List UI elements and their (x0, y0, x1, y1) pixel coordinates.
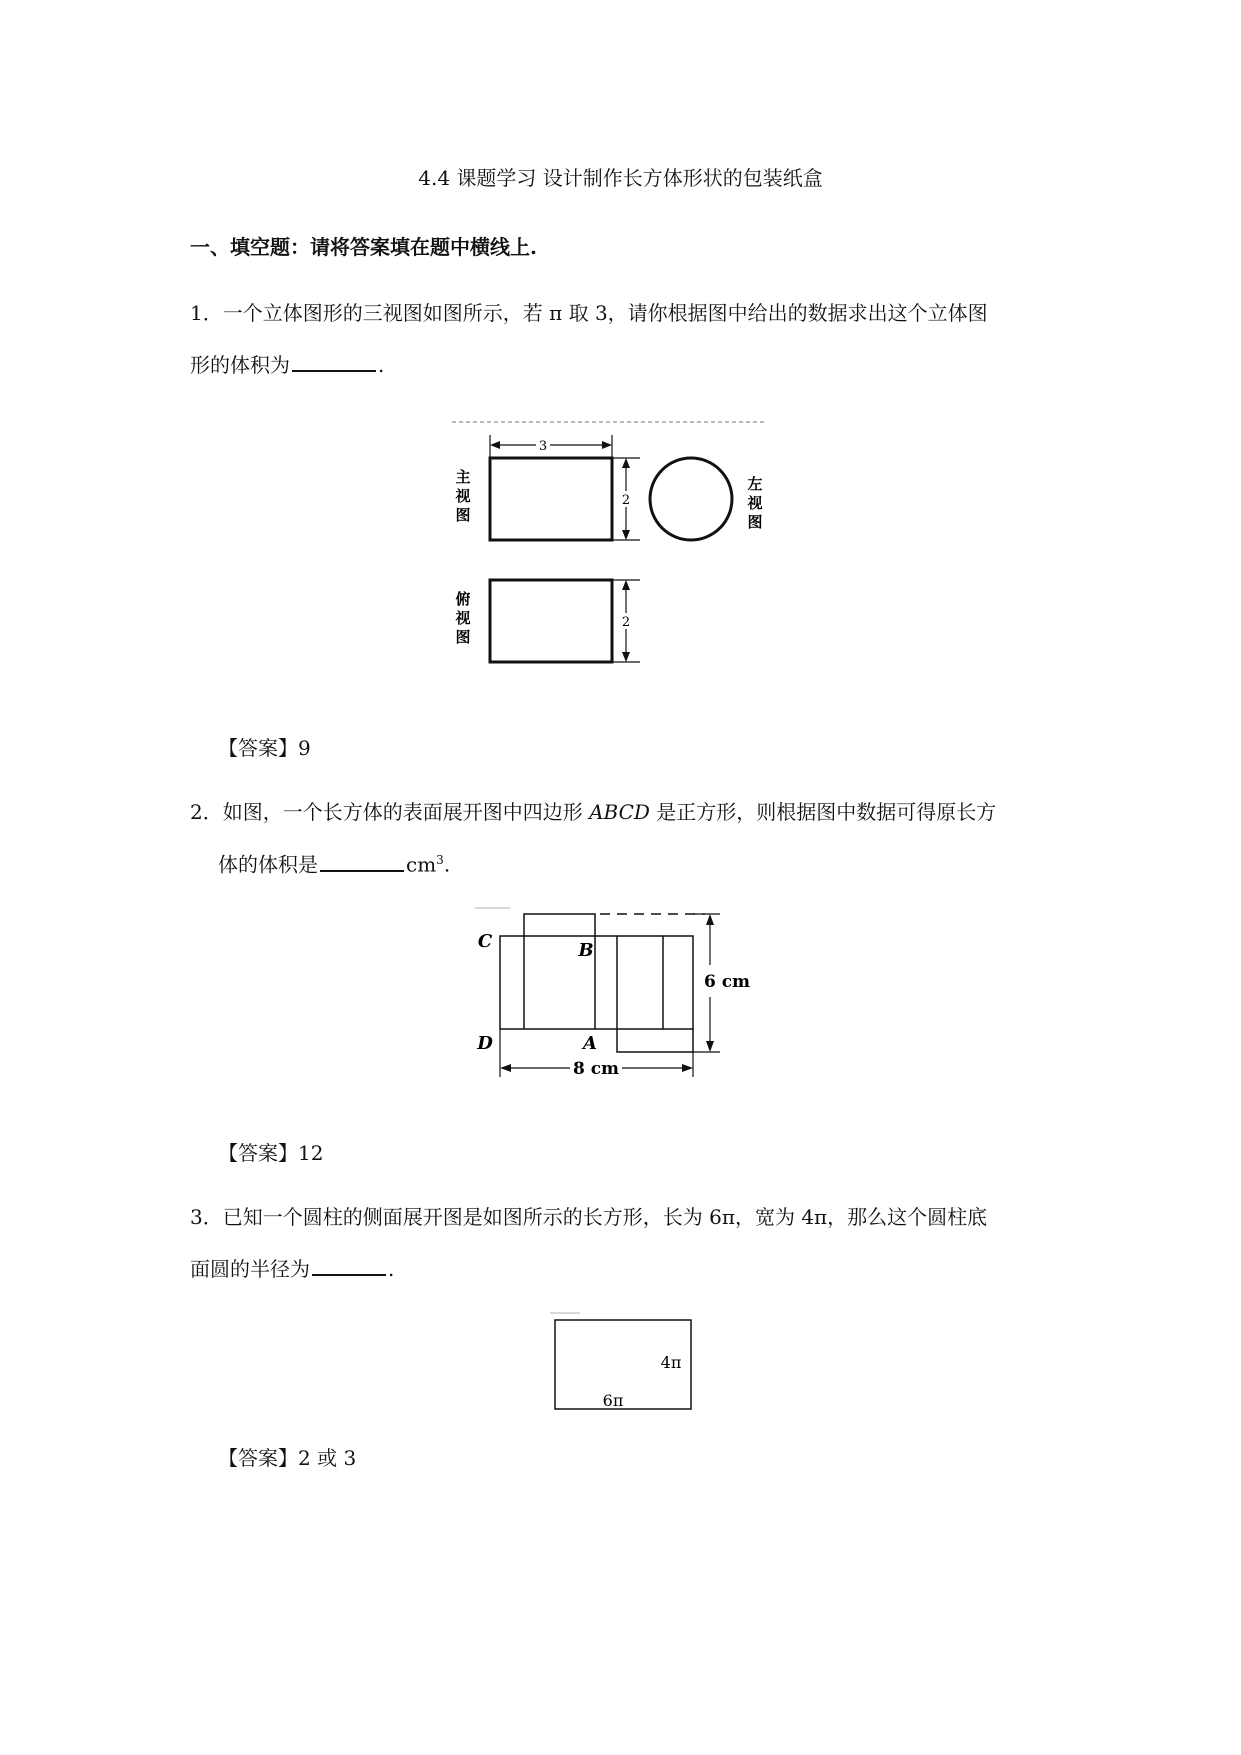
top-view-rect (490, 580, 612, 662)
answer-1-value: 9 (298, 736, 311, 760)
arrow8-left (500, 1064, 511, 1072)
cylinder-net-figure (545, 1310, 705, 1420)
arrow2-up (622, 580, 630, 590)
answer-2 (218, 1137, 323, 1166)
left-view-label-1: 左 (747, 475, 763, 493)
net-top-flap (524, 914, 595, 936)
question-2-text-b: 是正方形，则根据图中数据可得原长方 (649, 800, 997, 824)
question-2-line-1 (190, 802, 996, 822)
question-2-text-a: 如图，一个长方体的表面展开图中四边形 (222, 800, 590, 824)
answer-3 (218, 1442, 356, 1471)
arrow6-down (706, 1041, 714, 1052)
front-view-label-2: 视 (455, 487, 471, 505)
vertex-a-label: A (583, 1033, 597, 1054)
left-view-label-3: 图 (747, 513, 763, 531)
answer-blank-1 (292, 370, 376, 372)
net-bottom-flap (617, 1029, 693, 1052)
answer-3-value: 2 或 3 (298, 1446, 357, 1470)
answer-1-label: 【答案】 (218, 736, 298, 760)
front-view-label-1: 主 (455, 468, 471, 486)
label-4pi: 4π (660, 1353, 682, 1372)
answer-blank-2 (320, 870, 404, 872)
front-view-label-3: 图 (455, 506, 471, 524)
question-3-line-2 (190, 1259, 394, 1279)
arrow2-down (622, 652, 630, 662)
top-view-label-2: 视 (455, 609, 471, 627)
answer-3-label: 【答案】 (218, 1446, 298, 1470)
vertex-d-label: D (477, 1033, 493, 1054)
question-1-text-2: 形的体积为 (190, 353, 290, 377)
dim-height-top-label: 2 (621, 615, 631, 630)
question-2-number: 2． (190, 800, 223, 824)
left-view-label-2: 视 (747, 494, 763, 512)
question-2-abcd: ABCD (589, 800, 650, 824)
question-3-line-1 (190, 1207, 987, 1227)
question-3-period: . (388, 1257, 395, 1281)
vertex-c-label: C (477, 931, 493, 952)
question-1-line-1 (190, 303, 988, 323)
left-view-circle (650, 458, 732, 540)
top-view-label-1: 俯 (455, 590, 471, 608)
document-title: 4.4 课题学习 设计制作长方体形状的包装纸盒 (418, 166, 823, 190)
dim-height-front-label: 2 (621, 493, 631, 508)
net-right-extension (663, 936, 693, 1029)
question-3-text-2: 面圆的半径为 (190, 1257, 310, 1281)
label-6pi: 6π (602, 1391, 624, 1410)
question-2-period: . (443, 852, 451, 877)
question-2-unit: cm (406, 852, 437, 877)
three-view-figure (430, 415, 790, 685)
dim-6cm-label: 6 cm (703, 972, 751, 992)
question-2-unit-sup: 3 (436, 853, 444, 867)
top-view-label-3: 图 (455, 628, 471, 646)
arrow-left (490, 441, 500, 449)
section-heading: 一、填空题：请将答案填在题中横线上. (190, 235, 537, 259)
question-1-number: 1． (190, 301, 223, 325)
question-1-period: . (378, 353, 385, 377)
front-view-rect (490, 458, 612, 540)
vertex-b-label: B (578, 940, 594, 961)
dim-8cm-label: 8 cm (572, 1059, 620, 1079)
answer-2-value: 12 (298, 1141, 324, 1165)
question-1-text: 一个立体图形的三视图如图所示，若 π 取 3，请你根据图中给出的数据求出这个立体图 (222, 301, 988, 325)
net-figure (470, 905, 770, 1090)
answer-2-label: 【答案】 (218, 1141, 298, 1165)
question-3-text: 已知一个圆柱的侧面展开图是如图所示的长方形，长为 6π，宽为 4π，那么这个圆柱底 (222, 1205, 988, 1229)
question-3-number: 3． (190, 1205, 223, 1229)
arrow-down (622, 530, 630, 540)
dim-width-label: 3 (538, 439, 548, 454)
question-1-line-2 (190, 355, 384, 375)
question-2-line-2 (218, 854, 450, 875)
arrow6-up (706, 914, 714, 925)
arrow-up (622, 458, 630, 468)
answer-1 (218, 732, 311, 761)
question-2-text-2: 体的体积是 (218, 852, 318, 877)
arrow8-right (682, 1064, 693, 1072)
arrow-right (602, 441, 612, 449)
answer-blank-3 (312, 1274, 386, 1276)
